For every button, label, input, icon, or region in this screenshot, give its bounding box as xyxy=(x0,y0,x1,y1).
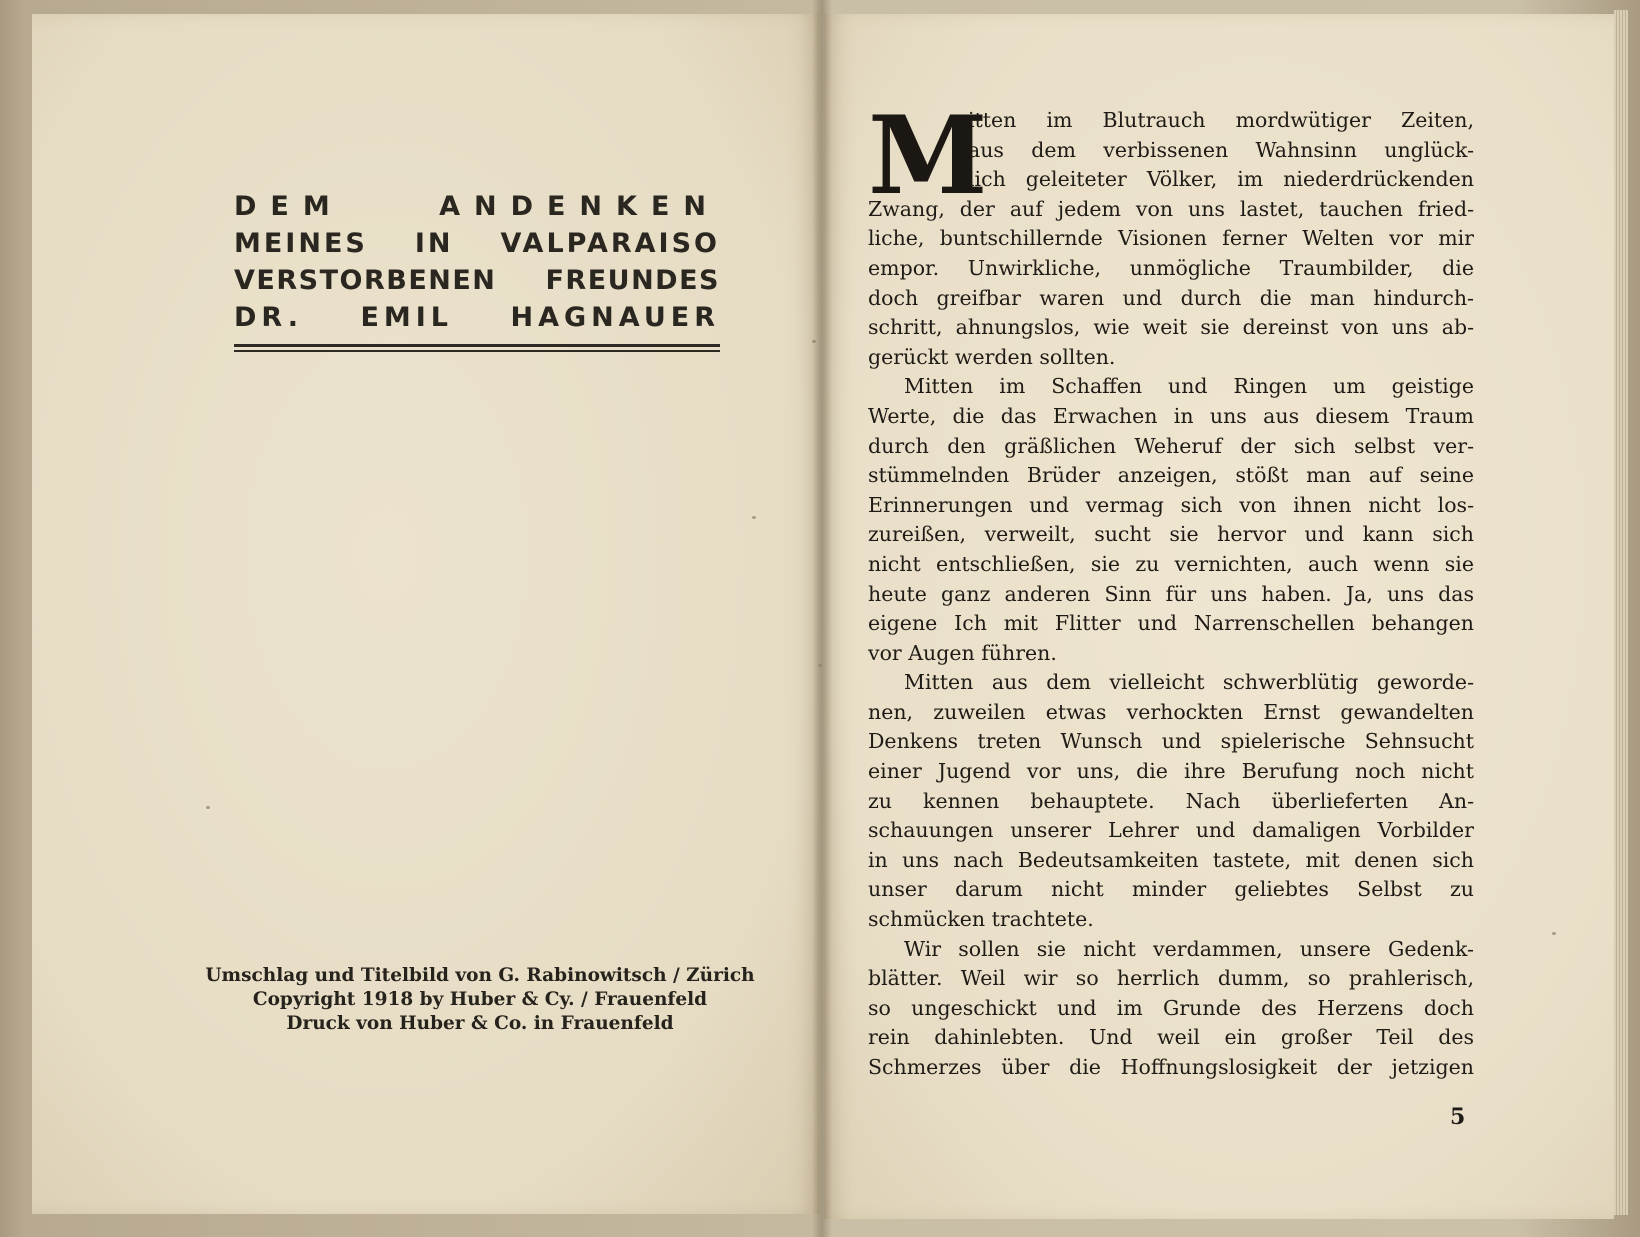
paragraphs xyxy=(868,93,1474,1083)
page-number: 5 xyxy=(1450,1104,1466,1130)
text-line: schritt, ahnungslos, wie weit sie dereinst von uns ab- xyxy=(868,315,1474,340)
text-line: einer Jugend vor uns, die ihre Berufung noch nicht xyxy=(868,759,1474,784)
text-line: lich geleiteter Völker, im niederdrückenden xyxy=(968,167,1474,192)
dedication-line: MEINES IN VALPARAISO xyxy=(234,228,720,259)
imprint-line: Druck von Huber & Co. in Frauenfeld xyxy=(286,1013,674,1034)
dedication xyxy=(234,188,720,352)
text-line: Erinnerungen und vermag sich von ihnen nicht los- xyxy=(868,492,1474,517)
text-line: zureißen, verweilt, sucht sie hervor und kann sich xyxy=(868,522,1474,547)
text-line: blätter. Weil wir so herrlich dumm, so prahlerisch, xyxy=(868,966,1474,991)
text-line: itten im Blutrauch mordwütiger Zeiten, xyxy=(968,108,1474,132)
text-line: eigene Ich mit Flitter und Narrenschellen behangen xyxy=(868,611,1474,636)
paragraph xyxy=(868,372,1474,668)
text-line: aus dem verbissenen Wahnsinn unglück- xyxy=(968,137,1474,162)
text-line: unser darum nicht minder geliebtes Selbst zu xyxy=(868,877,1474,902)
dedication-line: VERSTORBENEN FREUNDES xyxy=(234,265,720,296)
text-line: schmücken trachtete. xyxy=(868,907,1094,932)
text-line: zu kennen behauptete. Nach überlieferten An- xyxy=(868,788,1474,813)
text-line: nen, zuweilen etwas verhockten Ernst gewandelten xyxy=(868,699,1474,724)
text-line: rein dahinlebten. Und weil ein großer Teil des xyxy=(868,1025,1474,1050)
dedication-line: DEM ANDENKEN xyxy=(234,191,720,222)
text-line: vor Augen führen. xyxy=(868,640,1057,665)
text-line: in uns nach Bedeutsamkeiten tastete, mit denen sich xyxy=(868,847,1474,872)
dedication-line: DR. EMIL HAGNAUER xyxy=(234,302,720,333)
text-line: nicht entschließen, sie zu vernichten, auch wenn sie xyxy=(868,551,1474,576)
imprint-line: Umschlag und Titelbild von G. Rabinowitsch / Zürich xyxy=(205,965,755,986)
text-line: stümmelnden Brüder anzeigen, stößt man auf seine xyxy=(868,463,1474,488)
text-line: Schmerzes über die Hoffnungslosigkeit der jetzigen xyxy=(868,1055,1474,1079)
text-line: Zwang, der auf jedem von uns lastet, tauchen fried- xyxy=(868,196,1474,221)
text-line: Mitten im Schaffen und Ringen um geistige xyxy=(904,374,1474,399)
drop-cap: M xyxy=(868,93,988,219)
text-line: liche, buntschillernde Visionen ferner Welten vor mir xyxy=(868,226,1474,251)
imprint-line: Copyright 1918 by Huber & Cy. / Frauenfeld xyxy=(252,989,708,1010)
text-line: gerückt werden sollten. xyxy=(868,344,1116,369)
imprint xyxy=(180,964,780,1036)
text-line: Wir sollen sie nicht verdammen, unsere Gedenk- xyxy=(904,936,1474,961)
text-line: Mitten aus dem vielleicht schwerblütig geworde- xyxy=(904,670,1474,695)
text-line: Denkens treten Wunsch und spielerische Sehnsucht xyxy=(868,729,1474,754)
text-line: Werte, die das Erwachen in uns aus diesem Traum xyxy=(868,403,1474,428)
paragraph xyxy=(868,935,1474,1083)
text-line: doch greifbar waren und durch die man hindurch- xyxy=(868,285,1474,310)
text-line: so ungeschickt und im Grunde des Herzens doch xyxy=(868,995,1474,1020)
text-line: durch den gräßlichen Weheruf der sich selbst ver- xyxy=(868,433,1474,458)
text-line: empor. Unwirkliche, unmögliche Traumbilder, die xyxy=(868,255,1474,280)
text-line: schauungen unserer Lehrer und damaligen Vorbilder xyxy=(868,818,1474,843)
body-text xyxy=(868,93,1474,1083)
dedication-rule xyxy=(234,344,720,352)
book-spine xyxy=(812,0,832,1237)
text-line: heute ganz anderen Sinn für uns haben. Ja, uns das xyxy=(868,581,1474,606)
paragraph xyxy=(868,668,1474,934)
page-edges xyxy=(1614,10,1628,1215)
